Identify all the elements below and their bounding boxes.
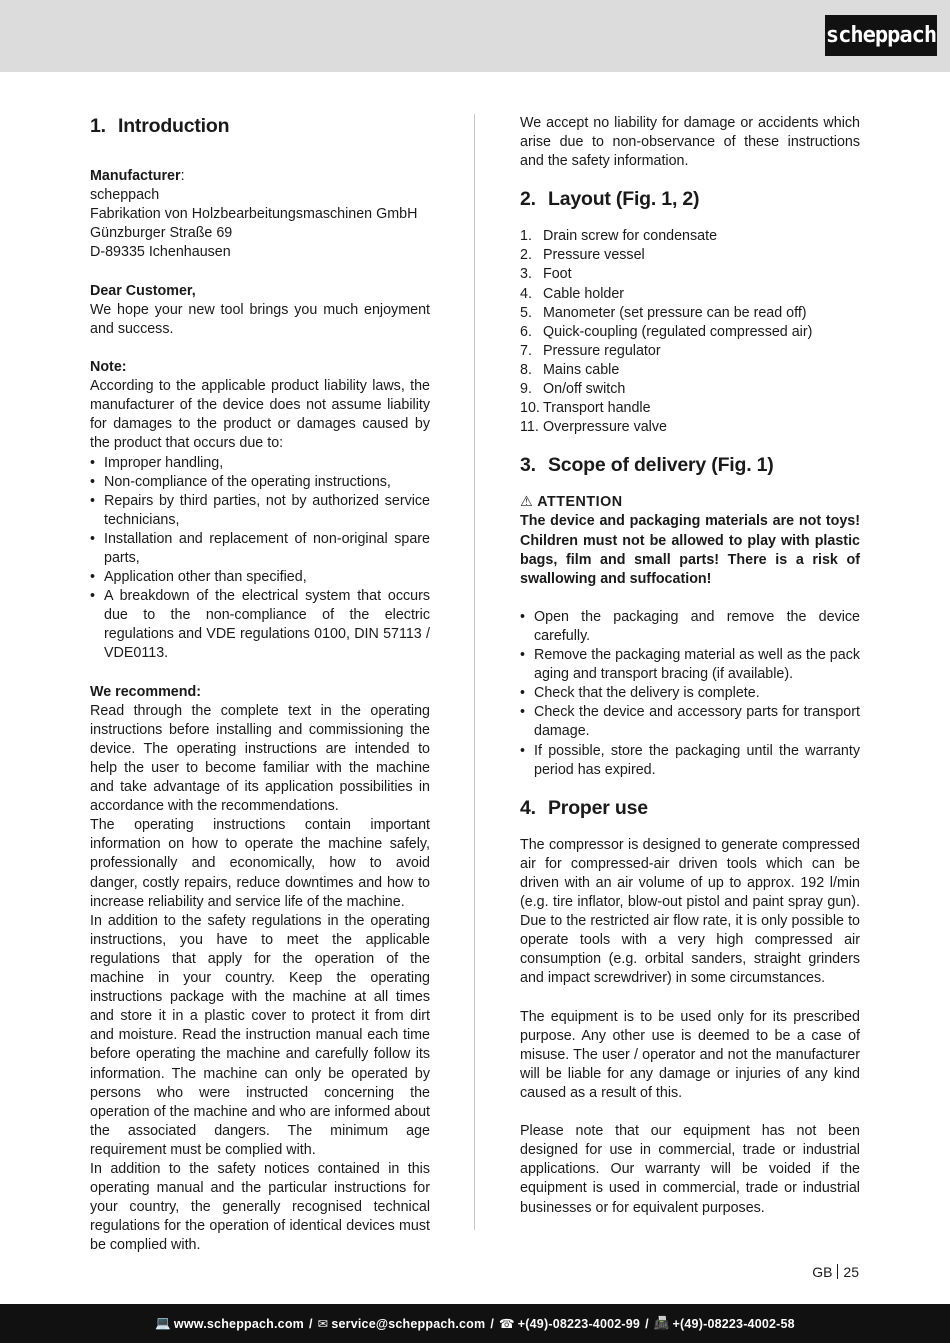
list-item: 6. Quick-coupling (regulated compressed air)	[520, 323, 813, 340]
recommend-paragraph: The operating instructions contain important information on how to operate the machine safely, professionally and economically, how to avoid danger, costly repairs, reduce downtimes and how to increase reliability and service life of the machine.	[90, 817, 430, 910]
proper-use-paragraph: Please note that our equipment has not been designed for use in commercial, trade or industrial applications. Our warranty will be voided if the equipment is used in commercial, trade or industrial businesses or for equivalent purposes.	[520, 1123, 860, 1216]
section-heading-introduction: 1. Introduction	[90, 115, 230, 137]
recommend-paragraph: In addition to the safety regulations in the operating instructions, you have to meet the applicable regulations that apply for the operation of the machine in your country. Keep the operating instructions package with the machine at all times and store it in a plastic cover to protect it from dirt and moisture. Read the instruction manual each time before operating the machine and carefully follow its information. The machine can only be operated by persons who were instructed concerning the operation of the machine and who are informed about the associated dangers. The minimum age requirement must be complied with.	[90, 912, 430, 1158]
list-item: 1. Drain screw for condensate	[520, 228, 718, 245]
manufacturer-label: Manufacturer:	[90, 168, 185, 185]
computer-icon: 💻	[155, 1316, 171, 1330]
dear-customer-label: Dear Customer,	[90, 282, 196, 299]
right-column	[520, 114, 860, 1218]
footer-phone: +(49)-08223-4002-99	[517, 1316, 641, 1331]
list-item: • Improper handling,	[90, 454, 430, 473]
list-item: 11. Overpressure valve	[520, 419, 667, 436]
list-item: • Application other than specified,	[90, 568, 430, 587]
scope-bullet-list	[520, 608, 860, 780]
section-heading-scope: 3. Scope of delivery (Fig. 1)	[520, 454, 774, 477]
recommend-paragraph: In addition to the safety notices contained in this operating manual and the particular instructions for your country, the generally recognised technical regulations for the operation of identical devices must be complied with.	[90, 1160, 430, 1254]
note-label: Note:	[90, 359, 127, 376]
list-item: 5. Manometer (set pressure can be read off)	[520, 304, 807, 321]
list-item: 4. Cable holder	[520, 285, 625, 302]
proper-use-paragraph: The compressor is designed to generate compressed air for compressed-air driven tools which can be driven with an air volume of up to approx. 192 l/min (e.g. tire inflator, blow-out pistol and paint spray gun). Due to the restricted air flow rate, it is only possible to operate tools with a very high compressed air consumption (e.g. orbital sanders, straight grinders and impact screwdriver) in some circumstances.	[520, 836, 860, 987]
recommend-label: We recommend:	[90, 683, 201, 700]
list-item: • Remove the packaging material as well as the pack aging and transport bracing (if available).	[520, 646, 860, 684]
recommend-paragraph: Read through the complete text in the operating instructions before installing and commissioning the device. The operating instructions are intended to help the user to become familiar with the machine and take advantage of its application possibilities in accordance with the recommendations.	[90, 702, 430, 815]
attention-heading: ⚠ ATTENTION	[520, 494, 623, 511]
list-item: 8. Mains cable	[520, 361, 620, 378]
dear-customer-text: We hope your new tool brings you much enjoyment and success.	[90, 301, 430, 337]
footer-separator: /	[308, 1316, 313, 1331]
list-item: 7. Pressure regulator	[520, 342, 661, 359]
footer-fax: +(49)-08223-4002-58	[672, 1316, 795, 1331]
footer-website[interactable]: www.scheppach.com	[173, 1316, 304, 1331]
mail-icon: ✉	[317, 1317, 329, 1331]
liability-text: We accept no liability for damage or accidents which arise due to non-observance of these instructions and the safety information.	[520, 115, 860, 170]
note-bullet-list	[90, 454, 430, 664]
list-item: • Installation and replacement of non-original spare parts,	[90, 530, 430, 568]
footer-separator: /	[645, 1316, 649, 1331]
attention-text: The device and packaging materials are not toys! Children must not be allowed to play with plastic bags, film and small parts! There is a risk of swallowing and suffocation!	[520, 513, 860, 587]
footer-separator: /	[490, 1316, 495, 1331]
list-item: • Check the device and accessory parts for transport damage.	[520, 703, 860, 741]
footer-bar	[0, 1304, 950, 1343]
list-item: • Repairs by third parties, not by authorized service technicians,	[90, 492, 430, 530]
list-item: • Check that the delivery is complete.	[520, 684, 860, 703]
manufacturer-address: scheppach Fabrikation von Holzbearbeitungsmaschinen GmbH Günzburger Straße 69 D-89335 Ichenhausen	[90, 187, 418, 261]
section-heading-proper-use: 4. Proper use	[520, 796, 648, 819]
column-divider	[474, 114, 475, 1230]
warning-triangle-icon: ⚠	[520, 494, 534, 511]
proper-use-paragraph: The equipment is to be used only for its prescribed purpose. Any other use is deemed to be a case of misuse. The user / operator and not the manufacturer will be liable for any damage or injuries of any kind caused as a result of this.	[520, 1008, 860, 1101]
scheppach-logo: scheppach	[825, 15, 937, 56]
left-column	[90, 114, 430, 1255]
list-item: 9. On/off switch	[520, 381, 626, 398]
list-item: 10. Transport handle	[520, 400, 651, 417]
phone-icon: ☎	[499, 1317, 515, 1331]
list-item: • A breakdown of the electrical system that occurs due to the non-compliance of the electric regulations and VDE regulations 0100, DIN 57113 / VDE0113.	[90, 587, 430, 663]
list-item: 2. Pressure vessel	[520, 247, 645, 264]
page-number: GB 25	[812, 1264, 859, 1280]
header-bar	[0, 0, 950, 72]
note-text: According to the applicable product liability laws, the manufacturer of the device does not assume liability for damages to the product or damages caused by the product that occurs due to:	[90, 378, 430, 452]
list-item: • Open the packaging and remove the device carefully.	[520, 608, 860, 646]
section-heading-layout: 2. Layout (Fig. 1, 2)	[520, 188, 700, 211]
footer-email[interactable]: service@scheppach.com	[331, 1316, 486, 1331]
list-item: • If possible, store the packaging until the warranty period has expired.	[520, 742, 860, 780]
fax-icon: 📠	[653, 1316, 670, 1330]
list-item: • Non-compliance of the operating instructions,	[90, 473, 430, 492]
layout-parts-list	[520, 227, 860, 437]
list-item: 3. Foot	[520, 266, 572, 283]
